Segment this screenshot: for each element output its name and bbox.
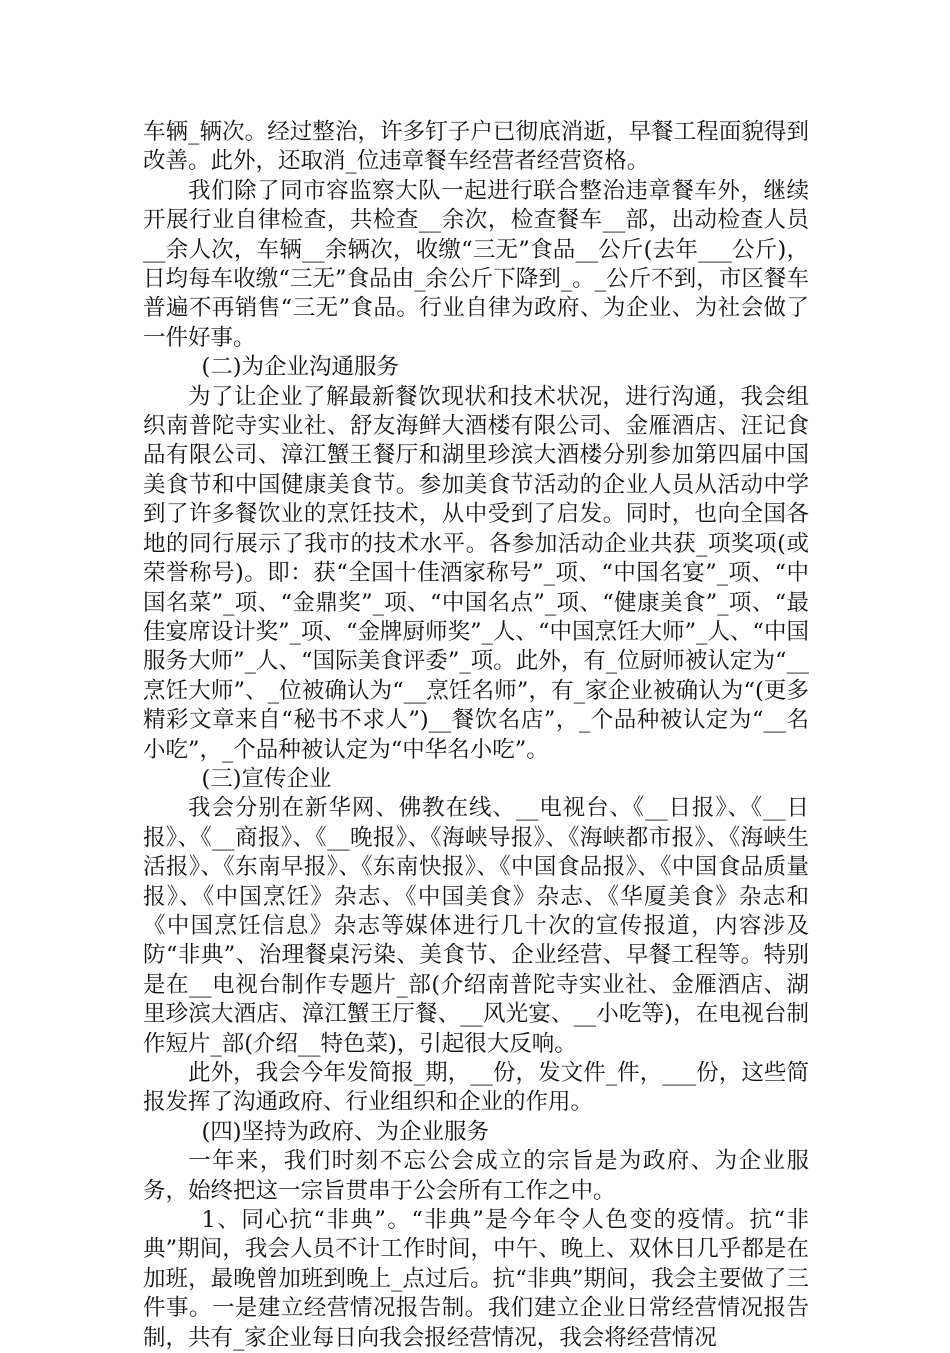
section-heading-publicity: (三)宣传企业	[201, 765, 332, 792]
paragraph-media-reports: 我会分别在新华网、佛教在线、__电视台、《__日报》、《__日报》、《__商报》、《__晚报》、《海峡导报》、《海峡都市报》、《海峡生活报》、《东南早报》、《东南快报》、《中国食品报》、《中国食品质量报》、《中国烹饪》杂志、《中国美食》杂志、《华厦美食》杂志和《中国烹饪信息》杂志等媒体进行几十次的宣传报道，内容涉及防“非典”、治理餐桌污染、美食节、企业经营、早餐工程等。特别是在__电视台制作专题片_部(介绍南普陀寺实业社、金雁酒店、湖里珍滨大酒店、漳江蟹王厅餐、__风光宴、__小吃等)，在电视台制作短片_部(介绍__特色菜)，引起很大反响。	[143, 795, 809, 1057]
paragraph-food-festival: 为了让企业了解最新餐饮现状和技术状况，进行沟通，我会组织南普陀寺实业社、舒友海鲜大酒楼有限公司、金雁酒店、汪记食品有限公司、漳江蟹王餐厅和湖里珍滨大酒楼分别参加第四届中国美食节和中国健康美食节。参加美食节活动的企业人员从活动中学到了许多餐饮业的烹饪技术，从中受到了启发。同时，也向全国各地的同行展示了我市的技术水平。各参加活动企业共获_项奖项(或荣誉称号)。即：获“全国十佳酒家称号”_项、“中国名宴”_项、“中国名菜”_项、“金鼎奖”_项、“中国名点”_项、“健康美食”_项、“最佳宴席设计奖”_项、“金牌厨师奖”_人、“中国烹饪大师”_人、“中国服务大师”_人、“国际美食评委”_项。此外，有_位厨师被认定为“__烹饪大师”、_位被确认为“__烹饪名师”，有_家企业被确认为“(更多精彩文章来自“秘书不求人”)__餐饮名店”，_个品种被认定为“__名小吃”，_个品种被认定为“中华名小吃”。	[143, 383, 809, 763]
paragraph-vehicles-rectification: 车辆_辆次。经过整治，许多钉子户已彻底消逝，早餐工程面貌得到改善。此外，还取消_位违章餐车经营者经营资格。	[143, 119, 809, 175]
paragraph-bulletins: 此外，我会今年发简报_期，__份，发文件_件，___份，这些简报发挥了沟通政府、行业组织和企业的作用。	[143, 1060, 809, 1116]
document-page	[143, 118, 809, 1353]
section-heading-serve-government: (四)坚持为政府、为企业服务	[201, 1118, 490, 1145]
paragraph-mission: 一年来，我们时刻不忘公会成立的宗旨是为政府、为企业服务，始终把这一宗旨贯串于公会所有工作之中。	[143, 1148, 809, 1204]
paragraph-anti-sars: 1、同心抗“非典”。“非典”是今年令人色变的疫情。抗“非典”期间，我会人员不计工作时间，中午、晚上、双休日几乎都是在加班，最晚曾加班到晚上_点过后。抗“非典”期间，我会主要做了三件事。一是建立经营情况报告制。我们建立企业日常经营情况报告制，共有_家企业每日向我会报经营情况，我会将经营情况	[143, 1207, 809, 1351]
section-heading-communication-service: (二)为企业沟通服务	[201, 354, 400, 381]
paragraph-self-discipline-inspection: 我们除了同市容监察大队一起进行联合整治违章餐车外，继续开展行业自律检查，共检查__余次，检查餐车__部，出动检查人员__余人次，车辆__余辆次，收缴“三无”食品__公斤(去年___公斤)，日均每车收缴“三无”食品由_余公斤下降到_。_公斤不到，市区餐车普遍不再销售“三无”食品。行业自律为政府、为企业、为社会做了一件好事。	[143, 177, 809, 351]
